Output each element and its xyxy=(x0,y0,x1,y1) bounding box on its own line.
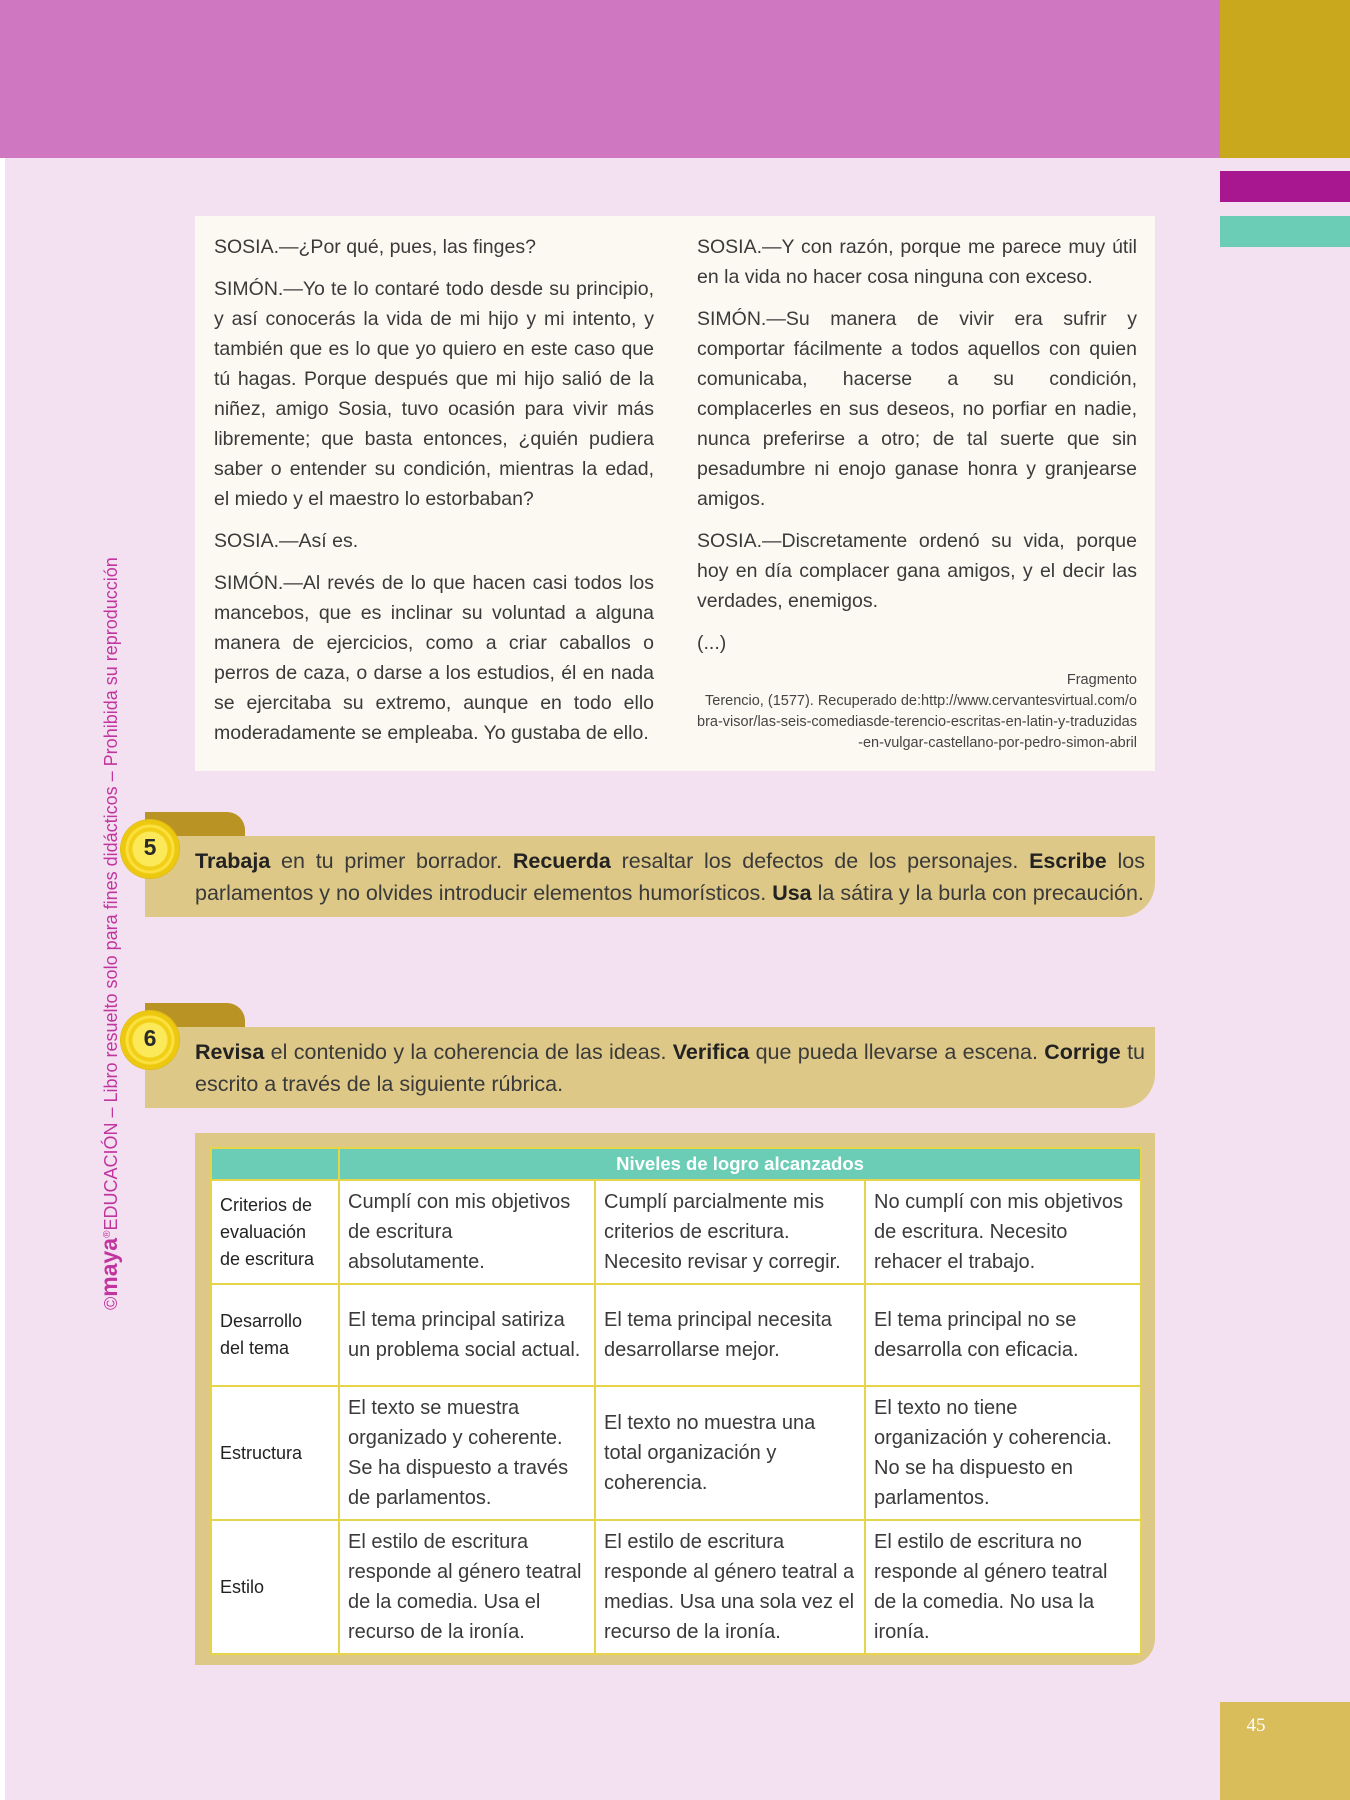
reading-excerpt xyxy=(195,216,1155,771)
dialogue-paragraph: SIMÓN.—Yo te lo contaré todo desde su principio, y así conocerás la vida de mi hijo y mi intento, y también que es lo que yo quiero en este caso que tú hagas. Porque después que mi hijo salió de la niñez, amigo Sosia, tuvo ocasión para vivir más libremente; que basta entonces, ¿quién pudiera saber o entender su condición, mientras la edad, el miedo y el maestro lo estorbaban? xyxy=(214,278,654,510)
instruction-text: resaltar los defectos de los personajes. xyxy=(610,849,1030,873)
dialogue-paragraph: SIMÓN.—Su manera de vivir era sufrir y comportar fácilmente a todos aquellos con quien comunicaba, hacerse a su condición, complacerles en sus deseos, no porfiar en nadie, nunca preferirse a otro; de tal suerte que sin pesadumbre ni enojo ganase honra y granjearse amigos. xyxy=(697,308,1137,510)
rubric-cell: El tema principal necesita desarrollarse mejor. xyxy=(595,1284,865,1386)
rubric-cell: Cumplí con mis objetivos de escritura absolutamente. xyxy=(339,1180,595,1284)
rubric-criterion: Desarrollo del tema xyxy=(211,1284,339,1386)
dialogue-paragraph: SOSIA.—Y con razón, porque me parece muy útil en la vida no hacer cosa ninguna con exceso. xyxy=(697,236,1137,288)
corner-decoration xyxy=(1220,0,1350,158)
instruction-text: el contenido y la coherencia de las ideas. xyxy=(264,1040,673,1064)
copyright-notice: EDUCACIÓN – Libro resuelto solo para fines didácticos – Prohibida su reproducción xyxy=(101,557,121,1231)
dialogue-paragraph: SOSIA.—¿Por qué, pues, las finges? xyxy=(214,236,536,258)
activity-instructions xyxy=(145,1027,1155,1108)
rubric-cell: No cumplí con mis objetivos de escritura. Necesito rehacer el trabajo. xyxy=(865,1180,1141,1284)
section-tab-teal xyxy=(1220,216,1350,247)
source-citation xyxy=(697,670,1137,754)
rubric-table xyxy=(210,1147,1142,1655)
rubric-row xyxy=(211,1386,1141,1520)
activity-number: 5 xyxy=(143,834,157,860)
instruction-verb: Trabaja xyxy=(195,849,271,873)
header-band xyxy=(0,0,1220,158)
activity-number-badge xyxy=(121,820,179,878)
rubric-cell: El estilo de escritura responde al género teatral de la comedia. Usa el recurso de la ironía. xyxy=(339,1520,595,1654)
rubric-cell: El texto se muestra organizado y coherente. Se ha dispuesto a través de parlamentos. xyxy=(339,1386,595,1520)
rubric-criterion: Estructura xyxy=(211,1386,339,1520)
instruction-text: en tu primer borrador. xyxy=(270,849,513,873)
instruction-verb: Revisa xyxy=(195,1040,265,1064)
dialogue-paragraph: SOSIA.—Así es. xyxy=(214,530,359,552)
rubric-cell: El texto no tiene organización y coherencia. No se ha dispuesto en parlamentos. xyxy=(865,1386,1141,1520)
instruction-text: la sátira y la burla con precaución. xyxy=(811,881,1144,905)
rubric-cell: El tema principal no se desarrolla con eficacia. xyxy=(865,1284,1141,1386)
activity-number-badge xyxy=(121,1011,179,1069)
rubric-header-blank xyxy=(211,1148,339,1180)
instruction-verb: Corrige xyxy=(1044,1040,1121,1064)
rubric-frame xyxy=(195,1133,1155,1665)
ellipsis: (...) xyxy=(697,632,727,654)
activity-number: 6 xyxy=(143,1025,157,1051)
page-edge xyxy=(0,158,5,1800)
source-label: Fragmento xyxy=(1066,672,1137,688)
rubric-header-row xyxy=(211,1148,1141,1180)
dialogue-paragraph: SIMÓN.—Al revés de lo que hacen casi todos los mancebos, que es inclinar su voluntad a alguna manera de ejercicios, como a criar caballos o perros de caza, o darse a los estudios, él en nada se ejercitaba su extremo, aunque en todo ello moderadamente se empleaba. Yo gustaba de ello. xyxy=(214,572,654,744)
instruction-verb: Verifica xyxy=(672,1040,750,1064)
instruction-verb: Usa xyxy=(772,881,812,905)
reading-column-right xyxy=(697,232,1137,754)
instruction-text: los parlamentos y no olvides introducir elementos humorísticos. xyxy=(195,849,1145,905)
registered-mark: ® xyxy=(102,1230,113,1238)
rubric-cell: El tema principal satiriza un problema social actual. xyxy=(339,1284,595,1386)
page-number: 45 xyxy=(1246,1715,1266,1736)
rubric-row xyxy=(211,1284,1141,1386)
source-text: Terencio, (1577). Recuperado de:http://www.cervantesvirtual.com/obra-visor/las-seis-comediasde-terencio-escritas-en-latin-y-traduzidas-en-vulgar-castellano-por-pedro-simon-abril xyxy=(697,693,1137,751)
section-tab-magenta xyxy=(1220,171,1350,202)
brand-logo: maya xyxy=(96,1237,122,1297)
rubric-cell: El estilo de escritura responde al género teatral a medias. Usa una sola vez el recurso de la ironía. xyxy=(595,1520,865,1654)
rubric-cell: El estilo de escritura no responde al género teatral de la comedia. No usa la ironía. xyxy=(865,1520,1141,1654)
instruction-text: tu escrito a través de la siguiente rúbrica. xyxy=(195,1040,1145,1096)
copyright-symbol: © xyxy=(101,1296,121,1310)
rubric-criterion: Criterios de evaluación de escritura xyxy=(211,1180,339,1284)
dialogue-paragraph: SOSIA.—Discretamente ordenó su vida, porque hoy en día complacer gana amigos, y el decir las verdades, enemigos. xyxy=(697,530,1137,612)
rubric-criterion: Estilo xyxy=(211,1520,339,1654)
copyright-sidebar xyxy=(96,557,123,1310)
rubric-header: Niveles de logro alcanzados xyxy=(339,1148,1141,1180)
instruction-verb: Recuerda xyxy=(512,849,611,873)
instruction-text: que pueda llevarse a escena. xyxy=(749,1040,1045,1064)
rubric-row xyxy=(211,1180,1141,1284)
rubric-cell: Cumplí parcialmente mis criterios de escritura. Necesito revisar y corregir. xyxy=(595,1180,865,1284)
reading-column-left xyxy=(214,232,654,760)
activity-instructions xyxy=(145,836,1155,917)
instruction-verb: Escribe xyxy=(1029,849,1107,873)
rubric-cell: El texto no muestra una total organización y coherencia. xyxy=(595,1386,865,1520)
rubric-row xyxy=(211,1520,1141,1654)
